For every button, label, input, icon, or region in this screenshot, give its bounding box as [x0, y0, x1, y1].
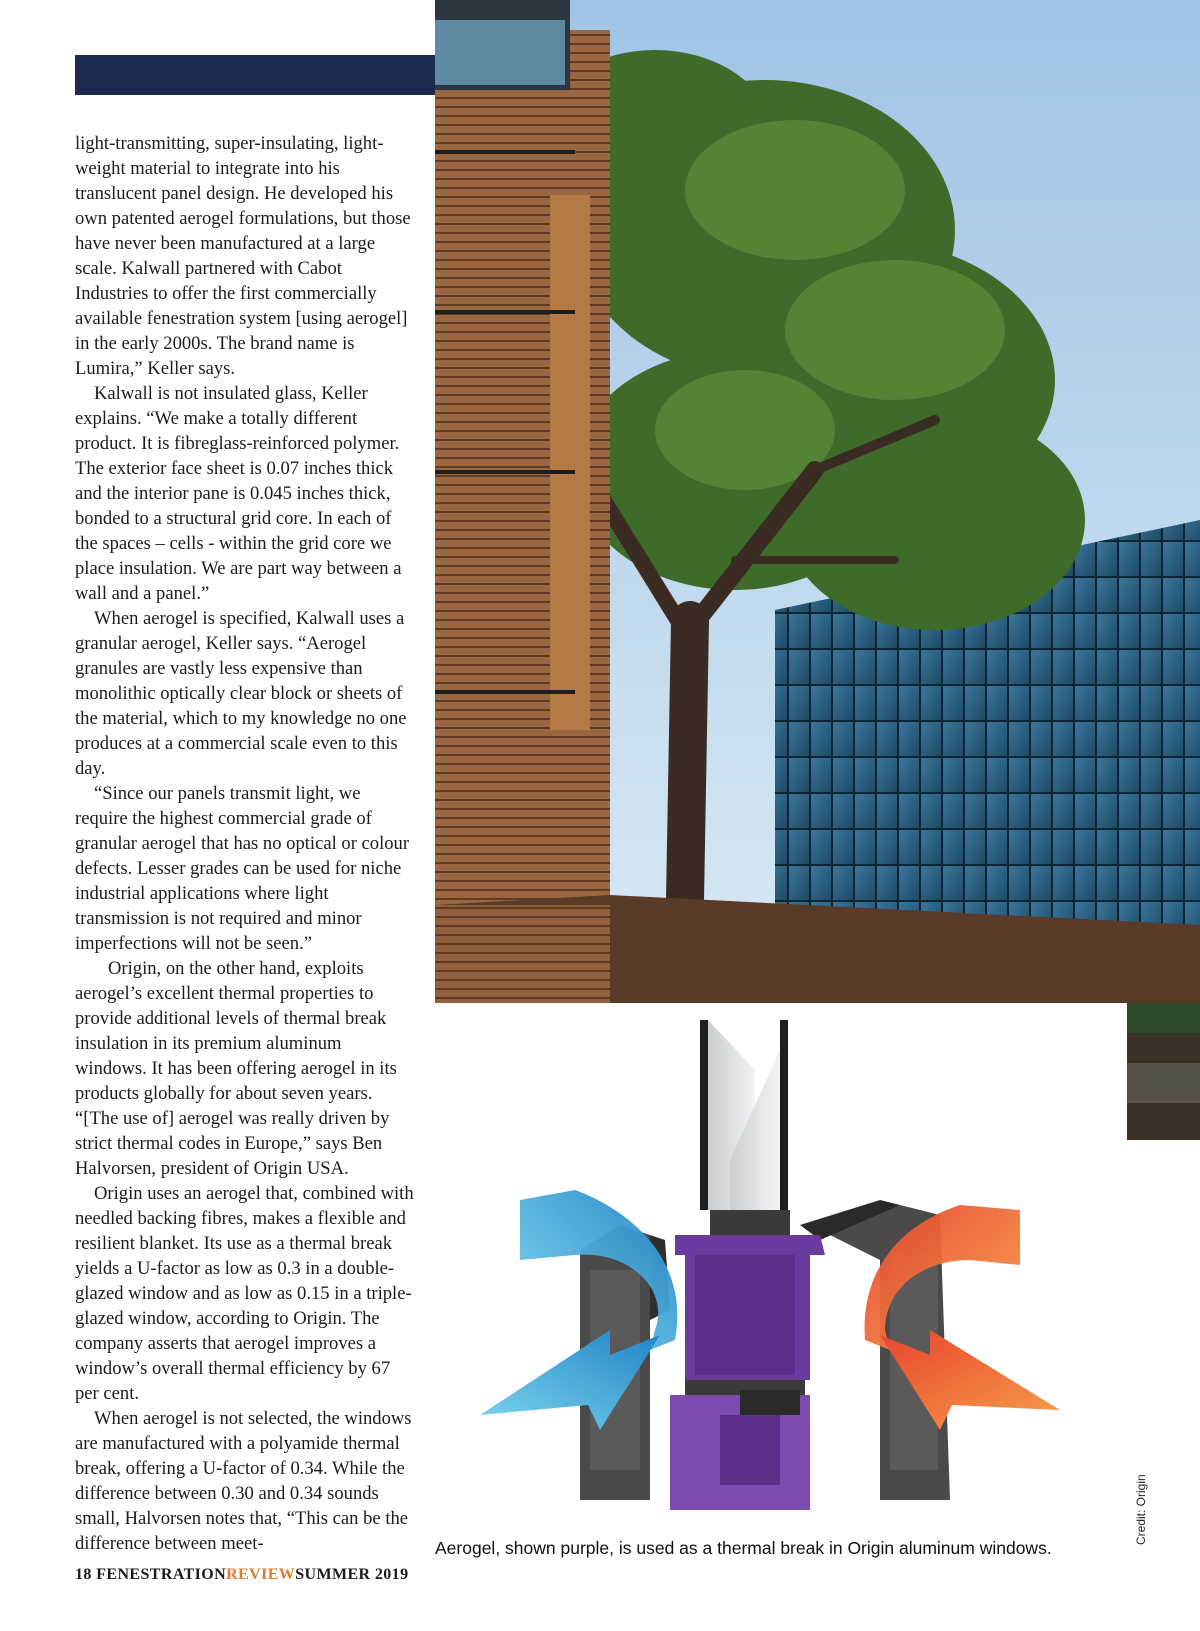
- article-paragraph: Origin, on the other hand, exploits aerogel’s excellent thermal properties to provide additional levels of thermal break insulation in its premium aluminum windows. It has been offering aerogel in its products globally for about seven years. “[The use of] aerogel was really driven by strict thermal codes in Europe,” says Ben Halvorsen, president of Origin USA.: [75, 958, 397, 1179]
- issue-date: SUMMER 2019: [295, 1566, 409, 1583]
- header-bar: [75, 55, 435, 95]
- article-paragraph: When aerogel is specified, Kalwall uses a granular aerogel, Keller says. “Aerogel granules are vastly less expensive than monolithic optically clear block or sheets of the material, which to my knowledge no one produces at a commercial scale even to this day.: [75, 608, 407, 779]
- page-number: 18: [75, 1566, 92, 1583]
- magazine-name-part: FENESTRATION: [96, 1566, 227, 1583]
- article-paragraph: “Since our panels transmit light, we require the highest commercial grade of granular aerogel that has no optical or colour defects. Lesser grades can be used for niche industrial applications where light transmission is not required and minor imperfections will not be seen.”: [75, 783, 410, 954]
- article-paragraph: Origin uses an aerogel that, combined with needled backing fibres, makes a flexible and resilient blanket. Its use as a thermal break yields a U-factor as low as 0.3 in a double-glazed window and as low as 0.15 in a triple-glazed window, according to Origin. The company asserts that aerogel improves a window’s overall thermal efficiency by 67 per cent.: [75, 1183, 414, 1404]
- magazine-name: [96, 1566, 295, 1583]
- article-body: [75, 131, 415, 1556]
- article-paragraph: Kalwall is not insulated glass, Keller explains. “We make a totally different product. It is fibreglass-reinforced polymer. The exterior face sheet is 0.07 inches thick and the interior pane is 0.045 inches thick, bonded to a structural grid core. In each of the spaces – cells - within the grid core we place insulation. We are part way between a wall and a panel.”: [75, 383, 402, 604]
- window-thermal-break-diagram: [480, 1010, 1080, 1520]
- photo-credit: Credit: Origin: [1134, 1474, 1148, 1545]
- building-photo: [435, 0, 1200, 1003]
- figure-caption: Aerogel, shown purple, is used as a thermal break in Origin aluminum windows.: [435, 1538, 1052, 1558]
- article-paragraph: light-transmitting, super-insulating, light-weight material to integrate into his translucent panel design. He developed his own patented aerogel formulations, but those have never been manufactured at a large scale. Kalwall partnered with Cabot Industries to offer the first commercially available fenestration system [using aerogel] in the early 2000s. The brand name is Lumira,” Keller says.: [75, 133, 411, 379]
- page-footer: [75, 1566, 408, 1584]
- article-paragraph: When aerogel is not selected, the windows are manufactured with a polyamide thermal break, offering a U-factor of 0.34. While the difference between 0.30 and 0.34 sounds small, Halvorsen notes that, “This can be the difference between meet-: [75, 1408, 412, 1554]
- building-photo-edge: [1127, 1003, 1200, 1140]
- magazine-name-accent: REVIEW: [226, 1566, 296, 1583]
